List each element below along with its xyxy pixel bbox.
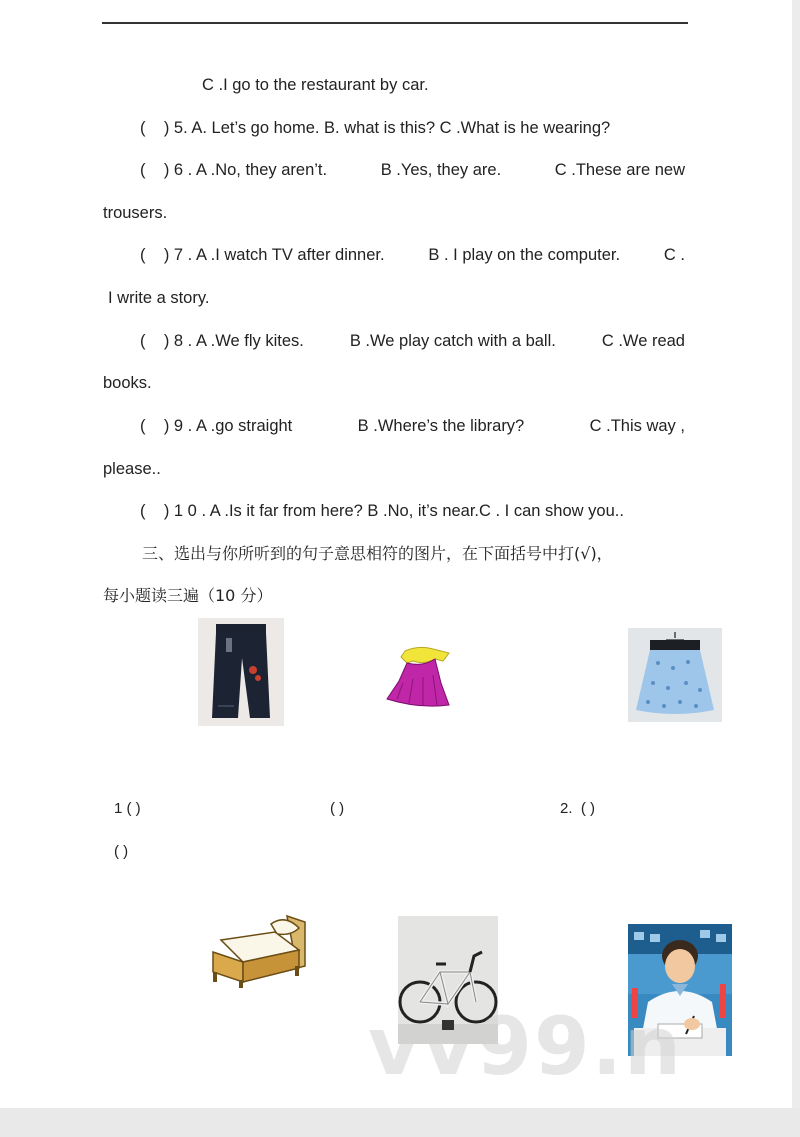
question-8 [140, 330, 685, 352]
question-8-option-b: B .We play catch with a ball. [349, 332, 556, 350]
question-9 [140, 415, 685, 437]
section-3-heading: 三、选出与你所听到的句子意思相符的图片，在下面括号中打(√)， [142, 544, 613, 563]
page-shadow-bottom [0, 1108, 800, 1137]
answer-paren[interactable]: ( [140, 161, 146, 179]
answer-1-number: 1 [114, 800, 123, 817]
answer-paren[interactable]: ( [140, 332, 146, 350]
question-6-option-c: C .These are new [554, 161, 685, 179]
question-8-option-a: ) 8 . A .We fly kites. [163, 332, 304, 350]
skirt-image [628, 628, 722, 722]
question-7-continued: I write a story. [108, 289, 210, 307]
question-8-continued: books. [103, 374, 152, 392]
question-7 [140, 244, 685, 266]
question-9-option-a: ) 9 . A .go straight [163, 417, 293, 435]
answer-3-paren[interactable]: ( ) [580, 800, 596, 817]
question-6 [140, 159, 685, 181]
dress-image [383, 643, 455, 709]
question-7-option-b: B . I play on the computer. [428, 246, 621, 264]
page-shadow-right [792, 0, 800, 1108]
question-7-option-a: ) 7 . A .I watch TV after dinner. [163, 246, 385, 264]
answer-1 [114, 800, 141, 817]
answer-2-paren[interactable]: ( ) [330, 800, 345, 817]
watermark-logo: vv99.n [368, 1000, 683, 1093]
section-3-instructions: 每小题读三遍（10 分） [103, 586, 273, 605]
answer-paren[interactable]: ( [140, 246, 146, 264]
top-rule [102, 22, 688, 24]
answer-3 [560, 800, 595, 817]
question-9-option-b: B .Where’s the library? [357, 417, 525, 435]
pants-image [198, 618, 284, 726]
bed-image [211, 910, 307, 990]
question-5 [140, 117, 610, 139]
question-4-option-c: C .I go to the restaurant by car. [202, 76, 429, 94]
question-6-option-a: ) 6 . A .No, they aren’t. [163, 161, 328, 179]
answer-paren[interactable]: ( [140, 119, 146, 137]
answer-3-number: 2. [560, 800, 573, 817]
question-9-continued: please.. [103, 460, 161, 478]
question-6-option-b: B .Yes, they are. [380, 161, 502, 179]
question-6-continued: trousers. [103, 204, 168, 222]
question-10 [140, 500, 624, 522]
answer-paren[interactable]: ( [140, 417, 146, 435]
question-10-text: ) 1 0 . A .Is it far from here? B .No, it’s near.C . I can show you.. [163, 502, 624, 520]
answer-4-paren[interactable]: ( ) [114, 843, 129, 860]
answer-1-paren[interactable]: ( ) [126, 800, 141, 817]
question-7-option-c: C . [663, 246, 685, 264]
question-8-option-c: C .We read [601, 332, 685, 350]
question-5-text: ) 5. A. Let’s go home. B. what is this? C .What is he wearing? [163, 119, 611, 137]
question-9-option-c: C .This way , [589, 417, 685, 435]
answer-paren[interactable]: ( [140, 502, 146, 520]
